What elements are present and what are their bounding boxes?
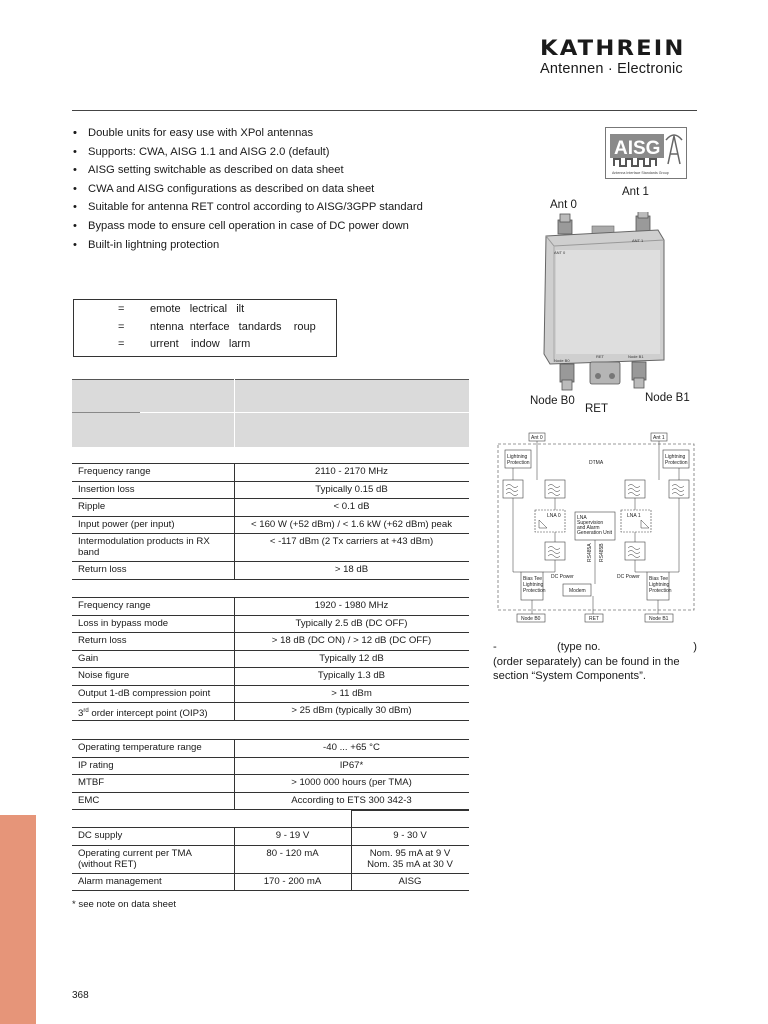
table-rule <box>72 667 469 668</box>
svg-text:Lightning: Lightning <box>649 582 670 588</box>
spec-value: < 0.1 dB <box>333 501 370 512</box>
spec-label: Input power (per input) <box>78 518 175 530</box>
feature-item: • Double units for easy use with XPol antennas <box>72 124 492 143</box>
spec-label: Output 1-dB compression point <box>78 687 211 699</box>
spec-value: 170 - 200 mA <box>263 875 322 887</box>
svg-text:DC Power: DC Power <box>551 574 574 580</box>
svg-text:DC Power: DC Power <box>617 574 640 580</box>
header-divider <box>234 379 235 447</box>
spec-value: Typically 12 dB <box>319 652 384 664</box>
spec-label: Operating current per TMA <box>78 847 192 859</box>
abbreviation-text: urrent indow larm <box>150 338 251 350</box>
system-note-close: ) <box>693 641 697 653</box>
table-rule <box>72 827 469 828</box>
spec-label: Frequency range <box>78 466 151 477</box>
diagram-ant1: Ant 1 <box>653 435 665 441</box>
ant1-label: Ant 1 <box>622 186 649 198</box>
system-components-note <box>493 640 697 684</box>
brand-name: KATHREIN <box>540 36 686 60</box>
spec-value: IP67* <box>339 759 364 771</box>
spec-label: 3rd order intercept point (OIP3) <box>78 708 208 720</box>
feature-item: • CWA and AISG configurations as described on data sheet <box>72 180 492 199</box>
spec-label: Insertion loss <box>78 483 135 495</box>
system-note-line <box>493 640 697 655</box>
spec-value: 80 - 120 mA <box>266 847 319 859</box>
spec-value: < -117 dBm (2 Tx carriers at +43 dBm) <box>269 536 434 547</box>
table-column-rule <box>234 597 235 720</box>
spec-value: 9 - 30 V <box>393 830 427 841</box>
table-rule <box>72 463 469 464</box>
table-rule <box>72 774 469 775</box>
table-rule <box>351 810 469 811</box>
spec-label: Intermodulation products in RX <box>78 536 210 547</box>
spec-value: Nom. 35 mA at 30 V <box>367 858 453 870</box>
svg-text:Lightning: Lightning <box>665 454 686 460</box>
table-rule <box>72 845 469 846</box>
feature-item: • Supports: CWA, AISG 1.1 and AISG 2.0 (default) <box>72 143 492 162</box>
svg-text:Node B1: Node B1 <box>628 354 644 359</box>
abbreviation-text: emote lectrical ilt <box>150 303 245 315</box>
table-rule <box>72 890 469 891</box>
feature-item: • Bypass mode to ensure cell operation in case of DC power down <box>72 217 492 236</box>
spec-value: < 160 W (+52 dBm) / < 1.6 kW (+62 dBm) peak <box>250 518 453 530</box>
table-rule <box>72 481 469 482</box>
spec-value: > 18 dB (DC ON) / > 12 dB (DC OFF) <box>271 635 432 646</box>
spec-value: Nom. 95 mA at 9 V <box>369 847 451 859</box>
system-note-dash: - <box>493 641 497 653</box>
table-rule <box>72 597 469 598</box>
svg-text:Protection: Protection <box>649 588 672 594</box>
svg-text:Lightning: Lightning <box>523 582 544 588</box>
spec-label: IP rating <box>78 759 114 771</box>
spec-label: Return loss <box>78 635 127 646</box>
svg-text:Node B0: Node B0 <box>554 358 570 363</box>
system-note-type: (type no. <box>557 641 601 653</box>
feature-item: • Built-in lightning protection <box>72 236 492 255</box>
brand-subtitle: Antennen · Electronic <box>540 61 683 77</box>
table-rule <box>72 873 469 874</box>
feature-item: • AISG setting switchable as described on data sheet <box>72 161 492 180</box>
spec-label: DC supply <box>78 830 123 841</box>
feature-list <box>72 124 492 254</box>
aisg-logo-text: AISG <box>614 138 661 159</box>
spec-label: Alarm management <box>78 875 162 887</box>
footnote: * see note on data sheet <box>72 899 177 910</box>
aisg-logo-subtext: Antenna Interface Standards Group <box>612 171 669 175</box>
spec-table-header <box>72 379 469 447</box>
svg-text:Protection: Protection <box>523 588 546 594</box>
diagram-title: DTMA <box>589 460 604 466</box>
spec-value: 9 - 19 V <box>275 830 310 841</box>
aisg-logo <box>605 127 687 179</box>
spec-label: band <box>78 547 100 558</box>
header-rule <box>72 379 469 380</box>
table-rule <box>72 792 469 793</box>
abbreviation-equals: = <box>118 321 125 333</box>
svg-text:Lightning: Lightning <box>507 454 528 460</box>
ret-label: RET <box>585 403 608 415</box>
table-rule <box>72 615 469 616</box>
table-rule <box>72 685 469 686</box>
spec-value: > 25 dBm (typically 30 dBm) <box>291 705 412 716</box>
system-note-line: (order separately) can be found in the <box>493 655 680 668</box>
spec-value: 2110 - 2170 MHz <box>315 466 388 477</box>
svg-text:RET: RET <box>596 354 604 359</box>
svg-text:ANT 1: ANT 1 <box>632 238 644 243</box>
svg-text:Protection: Protection <box>507 460 530 466</box>
table-rule <box>72 516 469 517</box>
table-rule <box>72 498 469 499</box>
header-rule <box>140 412 469 413</box>
abbreviation-box <box>73 299 337 357</box>
diagram-rs485a: RS485A <box>587 543 593 562</box>
svg-text:Bias Tee: Bias Tee <box>523 576 543 582</box>
svg-text:Bias Tee: Bias Tee <box>649 576 669 582</box>
spec-value: > 1000 000 hours (per TMA) <box>291 777 412 788</box>
header-divider <box>72 110 697 111</box>
block-diagram <box>495 430 697 625</box>
diagram-node-b0: Node B0 <box>521 616 541 622</box>
page-number: 368 <box>72 990 89 1001</box>
diagram-rs485b: RS485B <box>599 543 605 562</box>
system-note-line: section “System Components”. <box>493 670 646 683</box>
diagram-node-b1: Node B1 <box>649 616 669 622</box>
table-column-rule <box>351 810 352 827</box>
spec-label: Noise figure <box>78 670 130 681</box>
spec-value: According to ETS 300 342-3 <box>291 794 412 806</box>
diagram-lna1: LNA 1 <box>627 513 641 519</box>
svg-text:and Alarm: and Alarm <box>577 525 600 531</box>
spec-value: Typically 0.15 dB <box>315 483 388 495</box>
spec-label: EMC <box>78 794 100 806</box>
spec-value: -40 ... +65 °C <box>323 742 380 753</box>
svg-text:Generation Unit: Generation Unit <box>577 530 613 536</box>
section-tab <box>0 815 36 1024</box>
spec-label: Frequency range <box>78 600 151 611</box>
spec-label: Gain <box>78 652 99 664</box>
spec-label: Loss in bypass mode <box>78 617 169 629</box>
abbreviation-text: ntenna nterface tandards roup <box>150 321 316 333</box>
spec-value: AISG <box>398 875 422 887</box>
spec-value: Typically 2.5 dB (DC OFF) <box>295 617 408 629</box>
table-rule <box>72 702 469 703</box>
spec-value: > 11 dBm <box>331 687 372 699</box>
diagram-ant0: Ant 0 <box>531 435 543 441</box>
spec-value: Typically 1.3 dB <box>317 670 386 681</box>
ant0-label: Ant 0 <box>550 199 577 211</box>
svg-text:LNA: LNA <box>577 515 587 521</box>
table-rule <box>72 720 469 721</box>
table-rule <box>72 561 469 562</box>
abbreviation-equals: = <box>118 338 125 350</box>
diagram-modem: Modem <box>569 588 586 594</box>
spec-label: (without RET) <box>78 858 137 870</box>
node-b1-label: Node B1 <box>645 392 690 404</box>
spec-label: Operating temperature range <box>78 742 202 753</box>
table-column-rule <box>234 827 235 890</box>
product-image <box>540 212 670 412</box>
svg-text:ANT 0: ANT 0 <box>554 250 566 255</box>
abbreviation-equals: = <box>118 303 125 315</box>
table-rule <box>72 579 469 580</box>
table-rule <box>72 533 469 534</box>
spec-label: Ripple <box>78 501 106 512</box>
diagram-ret: RET <box>589 616 599 622</box>
spec-label: Return loss <box>78 564 127 575</box>
table-rule <box>72 650 469 651</box>
table-rule <box>72 632 469 633</box>
table-rule <box>72 757 469 758</box>
brand-logo <box>540 36 700 77</box>
diagram-lna0: LNA 0 <box>547 513 561 519</box>
svg-text:Supervision: Supervision <box>577 520 604 526</box>
svg-text:Protection: Protection <box>665 460 688 466</box>
table-column-rule <box>234 739 235 809</box>
table-rule <box>72 739 469 740</box>
table-column-rule <box>351 827 352 890</box>
node-b0-label: Node B0 <box>530 395 575 407</box>
spec-value: > 18 dB <box>334 564 369 575</box>
table-column-rule <box>234 463 235 579</box>
feature-item: • Suitable for antenna RET control according to AISG/3GPP standard <box>72 198 492 217</box>
spec-label: MTBF <box>78 777 105 788</box>
spec-value: 1920 - 1980 MHz <box>314 600 389 611</box>
